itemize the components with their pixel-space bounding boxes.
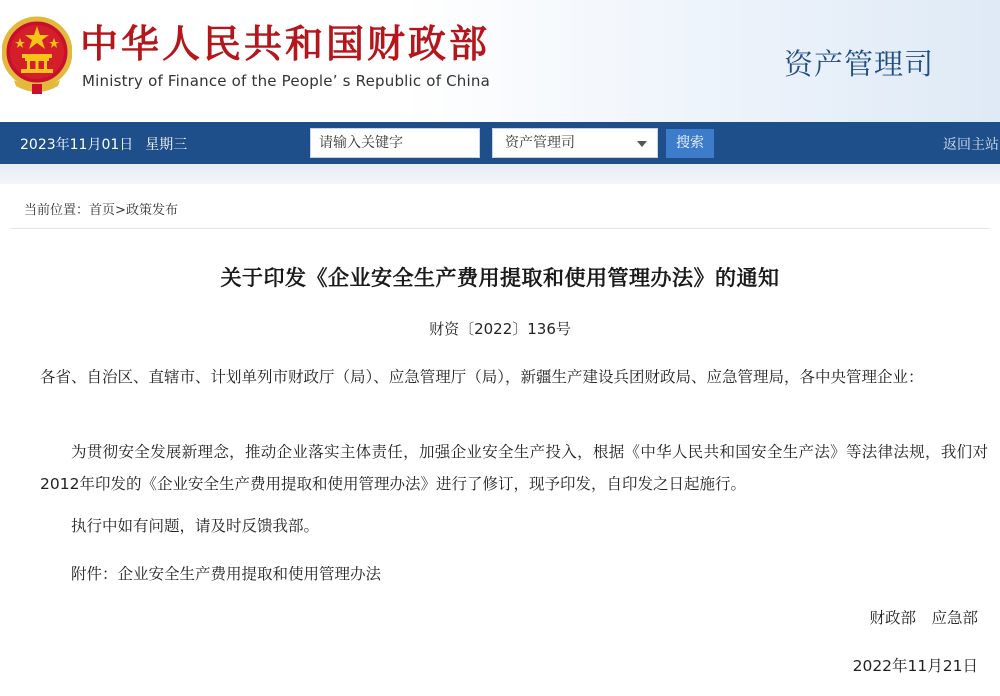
current-date (20, 134, 199, 154)
header-strip (0, 164, 1000, 184)
breadcrumb-separator: > (115, 203, 126, 218)
breadcrumb (24, 199, 178, 218)
breadcrumb-prefix: 当前位置： (24, 203, 90, 218)
addressees-paragraph: 各省、自治区、直辖市、计划单列市财政厅（局）、应急管理厅（局），新疆生产建设兵团财政局、应急管理局，各中央管理企业： (40, 368, 924, 386)
signers: 财政部 应急部 (869, 609, 978, 627)
divider (10, 228, 990, 229)
department-name: 资产管理司 (784, 47, 935, 81)
body-paragraph: 为贯彻安全发展新理念，推动企业落实主体责任，加强企业安全生产投入，根据《中华人民共和国安全生产法》等法律法规，我们对2012年印发的《企业安全生产费用提取和使用管理办法》进行了修订，现予印发，自印发之日起施行。 (40, 443, 988, 493)
site-title-chinese: 中华人民共和国财政部 (80, 21, 491, 66)
search-input[interactable] (310, 128, 480, 158)
attachment-name: 企业安全生产费用提取和使用管理办法 (117, 565, 382, 583)
search-button[interactable]: 搜索 (666, 129, 714, 158)
feedback-paragraph: 执行中如有问题，请及时反馈我部。 (71, 517, 320, 535)
sign-date: 2022年11月21日 (852, 657, 978, 675)
breadcrumb-current-link[interactable]: 政策发布 (125, 203, 178, 218)
return-home-link[interactable]: 返回主站 (943, 137, 999, 153)
article-title: 关于印发《企业安全生产费用提取和使用管理办法》的通知 (220, 266, 780, 290)
department-select[interactable] (492, 128, 658, 158)
national-emblem-icon (2, 14, 72, 96)
date-text: 2023年11月01日 (20, 137, 134, 153)
document-number: 财资〔2022〕136号 (429, 320, 571, 338)
site-header (0, 0, 1000, 122)
breadcrumb-home-link[interactable]: 首页 (89, 203, 116, 218)
site-title-english: Ministry of Finance of the People’ s Republic of China (82, 72, 490, 90)
select-value: 资产管理司 (505, 135, 575, 151)
attachment-paragraph (40, 558, 988, 590)
attachment-label: 附件： (71, 565, 118, 583)
nav-bar (0, 122, 1000, 164)
weekday-text: 星期三 (145, 137, 188, 153)
chevron-down-icon (637, 141, 647, 147)
